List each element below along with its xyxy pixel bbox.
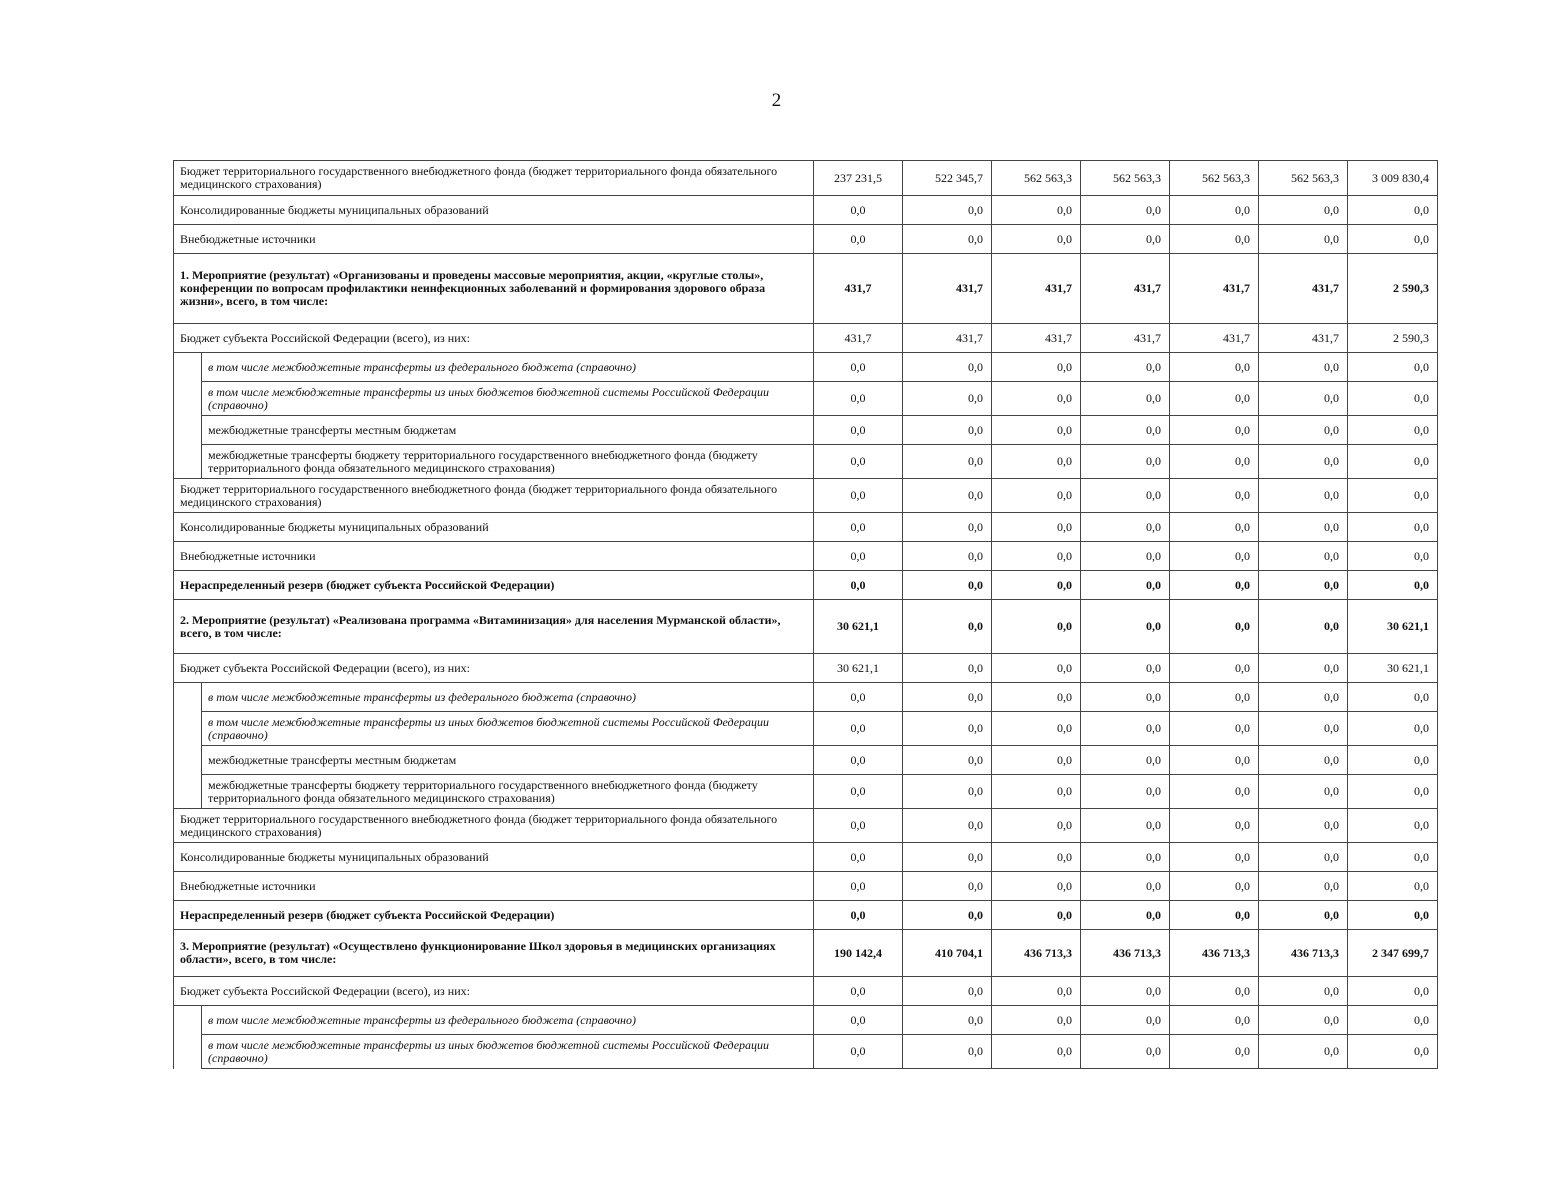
table-row [174, 746, 1438, 775]
value-cell-col3: 0,0 [992, 683, 1081, 712]
value-cell-total: 30 621,1 [1348, 654, 1438, 683]
value-cell-col5: 0,0 [1170, 809, 1259, 843]
value-cell-col2: 0,0 [903, 225, 992, 254]
value-cell-col2: 0,0 [903, 746, 992, 775]
row-label: межбюджетные трансферты бюджету территориального государственного внебюджетного фонда (бюджету территориального фонда обязательного медицинского страхования) [202, 445, 814, 479]
value-cell-col6: 0,0 [1259, 542, 1348, 571]
value-cell-col5: 0,0 [1170, 353, 1259, 382]
row-label: межбюджетные трансферты местным бюджетам [202, 416, 814, 445]
value-cell-col6: 0,0 [1259, 809, 1348, 843]
budget-table-body [174, 161, 1438, 1069]
row-label: Бюджет территориального государственного внебюджетного фонда (бюджет территориального фонда обязательного медицинского страхования) [174, 809, 814, 843]
value-cell-col6: 0,0 [1259, 225, 1348, 254]
value-cell-col4: 0,0 [1081, 1035, 1170, 1069]
table-row [174, 353, 1438, 382]
row-label: в том числе межбюджетные трансферты из иных бюджетов бюджетной системы Российской Федерации (справочно) [202, 712, 814, 746]
value-cell-col5: 0,0 [1170, 225, 1259, 254]
value-cell-total: 0,0 [1348, 901, 1438, 930]
value-cell-total: 0,0 [1348, 571, 1438, 600]
value-cell-col1: 0,0 [814, 746, 903, 775]
table-row [174, 254, 1438, 324]
value-cell-col6: 562 563,3 [1259, 161, 1348, 196]
value-cell-col2: 0,0 [903, 542, 992, 571]
value-cell-col4: 431,7 [1081, 324, 1170, 353]
value-cell-col4: 436 713,3 [1081, 930, 1170, 977]
value-cell-col2: 522 345,7 [903, 161, 992, 196]
value-cell-col4: 0,0 [1081, 445, 1170, 479]
value-cell-col5: 0,0 [1170, 600, 1259, 654]
value-cell-col6: 431,7 [1259, 324, 1348, 353]
table-row [174, 683, 1438, 712]
table-row [174, 843, 1438, 872]
table-row [174, 445, 1438, 479]
row-label: в том числе межбюджетные трансферты из иных бюджетов бюджетной системы Российской Федерации (справочно) [202, 382, 814, 416]
value-cell-col1: 0,0 [814, 683, 903, 712]
value-cell-col1: 0,0 [814, 712, 903, 746]
value-cell-col1: 0,0 [814, 872, 903, 901]
table-row [174, 416, 1438, 445]
value-cell-col2: 0,0 [903, 416, 992, 445]
table-row [174, 809, 1438, 843]
value-cell-col1: 0,0 [814, 353, 903, 382]
value-cell-col3: 0,0 [992, 479, 1081, 513]
indent-cell [174, 353, 202, 382]
row-label: Консолидированные бюджеты муниципальных образований [174, 513, 814, 542]
value-cell-col5: 0,0 [1170, 571, 1259, 600]
table-row [174, 161, 1438, 196]
value-cell-col1: 0,0 [814, 196, 903, 225]
value-cell-col3: 0,0 [992, 746, 1081, 775]
value-cell-total: 0,0 [1348, 479, 1438, 513]
value-cell-total: 0,0 [1348, 542, 1438, 571]
value-cell-col2: 0,0 [903, 712, 992, 746]
value-cell-col6: 0,0 [1259, 196, 1348, 225]
value-cell-total: 3 009 830,4 [1348, 161, 1438, 196]
row-label: в том числе межбюджетные трансферты из иных бюджетов бюджетной системы Российской Федерации (справочно) [202, 1035, 814, 1069]
value-cell-col2: 0,0 [903, 977, 992, 1006]
value-cell-col2: 0,0 [903, 196, 992, 225]
indent-cell [174, 382, 202, 416]
value-cell-col1: 0,0 [814, 416, 903, 445]
value-cell-col4: 0,0 [1081, 654, 1170, 683]
row-label: Консолидированные бюджеты муниципальных образований [174, 196, 814, 225]
value-cell-col6: 0,0 [1259, 872, 1348, 901]
row-label: Внебюджетные источники [174, 872, 814, 901]
value-cell-col2: 0,0 [903, 571, 992, 600]
value-cell-col5: 0,0 [1170, 542, 1259, 571]
value-cell-col2: 0,0 [903, 843, 992, 872]
value-cell-col2: 0,0 [903, 479, 992, 513]
row-label: 2. Мероприятие (результат) «Реализована программа «Витаминизация» для населения Мурманской области», всего, в том числе: [174, 600, 814, 654]
value-cell-col6: 0,0 [1259, 683, 1348, 712]
value-cell-col6: 0,0 [1259, 901, 1348, 930]
table-row [174, 977, 1438, 1006]
value-cell-col5: 0,0 [1170, 901, 1259, 930]
value-cell-col1: 0,0 [814, 479, 903, 513]
value-cell-total: 0,0 [1348, 196, 1438, 225]
row-label: 3. Мероприятие (результат) «Осуществлено функционирование Школ здоровья в медицинских организациях области», всего, в том числе: [174, 930, 814, 977]
value-cell-col2: 410 704,1 [903, 930, 992, 977]
value-cell-col2: 0,0 [903, 445, 992, 479]
value-cell-col5: 436 713,3 [1170, 930, 1259, 977]
table-row [174, 930, 1438, 977]
value-cell-col5: 0,0 [1170, 1006, 1259, 1035]
value-cell-col5: 0,0 [1170, 843, 1259, 872]
value-cell-col4: 0,0 [1081, 225, 1170, 254]
value-cell-col4: 562 563,3 [1081, 161, 1170, 196]
indent-cell [174, 712, 202, 746]
value-cell-col2: 0,0 [903, 901, 992, 930]
value-cell-col3: 0,0 [992, 571, 1081, 600]
value-cell-col2: 0,0 [903, 809, 992, 843]
value-cell-col2: 0,0 [903, 353, 992, 382]
value-cell-total: 0,0 [1348, 416, 1438, 445]
row-label: Бюджет субъекта Российской Федерации (всего), из них: [174, 977, 814, 1006]
value-cell-col4: 0,0 [1081, 196, 1170, 225]
indent-cell [174, 445, 202, 479]
value-cell-col3: 0,0 [992, 654, 1081, 683]
value-cell-col6: 0,0 [1259, 416, 1348, 445]
value-cell-col1: 0,0 [814, 571, 903, 600]
value-cell-col5: 0,0 [1170, 196, 1259, 225]
indent-cell [174, 775, 202, 809]
value-cell-col4: 0,0 [1081, 1006, 1170, 1035]
value-cell-col3: 0,0 [992, 775, 1081, 809]
indent-cell [174, 416, 202, 445]
value-cell-col4: 0,0 [1081, 977, 1170, 1006]
value-cell-col5: 431,7 [1170, 324, 1259, 353]
value-cell-col4: 431,7 [1081, 254, 1170, 324]
value-cell-col5: 0,0 [1170, 382, 1259, 416]
value-cell-total: 0,0 [1348, 683, 1438, 712]
value-cell-col3: 0,0 [992, 843, 1081, 872]
value-cell-col5: 0,0 [1170, 445, 1259, 479]
value-cell-col1: 0,0 [814, 977, 903, 1006]
value-cell-col1: 0,0 [814, 843, 903, 872]
value-cell-total: 0,0 [1348, 872, 1438, 901]
value-cell-total: 0,0 [1348, 225, 1438, 254]
table-row [174, 324, 1438, 353]
indent-cell [174, 1006, 202, 1035]
value-cell-col3: 0,0 [992, 901, 1081, 930]
value-cell-col3: 0,0 [992, 445, 1081, 479]
value-cell-col5: 0,0 [1170, 977, 1259, 1006]
value-cell-total: 2 590,3 [1348, 254, 1438, 324]
value-cell-col2: 0,0 [903, 1035, 992, 1069]
table-row [174, 571, 1438, 600]
table-row [174, 654, 1438, 683]
row-label: Нераспределенный резерв (бюджет субъекта Российской Федерации) [174, 901, 814, 930]
value-cell-col3: 0,0 [992, 416, 1081, 445]
value-cell-col6: 0,0 [1259, 843, 1348, 872]
value-cell-col6: 436 713,3 [1259, 930, 1348, 977]
value-cell-col2: 0,0 [903, 600, 992, 654]
value-cell-col4: 0,0 [1081, 571, 1170, 600]
value-cell-col4: 0,0 [1081, 382, 1170, 416]
table-row [174, 1006, 1438, 1035]
value-cell-col5: 562 563,3 [1170, 161, 1259, 196]
value-cell-col2: 0,0 [903, 683, 992, 712]
budget-table [173, 160, 1438, 1069]
value-cell-total: 0,0 [1348, 382, 1438, 416]
value-cell-total: 0,0 [1348, 809, 1438, 843]
table-row [174, 712, 1438, 746]
value-cell-total: 0,0 [1348, 712, 1438, 746]
value-cell-col1: 0,0 [814, 1006, 903, 1035]
row-label: в том числе межбюджетные трансферты из федерального бюджета (справочно) [202, 1006, 814, 1035]
value-cell-col6: 0,0 [1259, 775, 1348, 809]
value-cell-col6: 431,7 [1259, 254, 1348, 324]
value-cell-col2: 0,0 [903, 513, 992, 542]
value-cell-total: 0,0 [1348, 843, 1438, 872]
row-label: Нераспределенный резерв (бюджет субъекта Российской Федерации) [174, 571, 814, 600]
value-cell-col3: 0,0 [992, 809, 1081, 843]
value-cell-col4: 0,0 [1081, 843, 1170, 872]
value-cell-col6: 0,0 [1259, 1035, 1348, 1069]
value-cell-col5: 0,0 [1170, 1035, 1259, 1069]
row-label: Бюджет субъекта Российской Федерации (всего), из них: [174, 324, 814, 353]
row-label: Бюджет субъекта Российской Федерации (всего), из них: [174, 654, 814, 683]
value-cell-col6: 0,0 [1259, 353, 1348, 382]
value-cell-col4: 0,0 [1081, 809, 1170, 843]
value-cell-col5: 0,0 [1170, 775, 1259, 809]
row-label: Бюджет территориального государственного внебюджетного фонда (бюджет территориального фонда обязательного медицинского страхования) [174, 161, 814, 196]
value-cell-total: 2 590,3 [1348, 324, 1438, 353]
value-cell-total: 0,0 [1348, 977, 1438, 1006]
table-row [174, 225, 1438, 254]
value-cell-col6: 0,0 [1259, 445, 1348, 479]
value-cell-col5: 431,7 [1170, 254, 1259, 324]
value-cell-col2: 0,0 [903, 382, 992, 416]
value-cell-col5: 0,0 [1170, 683, 1259, 712]
value-cell-col1: 0,0 [814, 1035, 903, 1069]
value-cell-col4: 0,0 [1081, 746, 1170, 775]
value-cell-col4: 0,0 [1081, 683, 1170, 712]
indent-cell [174, 746, 202, 775]
value-cell-col4: 0,0 [1081, 872, 1170, 901]
value-cell-col3: 431,7 [992, 324, 1081, 353]
value-cell-col6: 0,0 [1259, 513, 1348, 542]
value-cell-col6: 0,0 [1259, 977, 1348, 1006]
value-cell-col5: 0,0 [1170, 479, 1259, 513]
value-cell-col4: 0,0 [1081, 479, 1170, 513]
table-row [174, 775, 1438, 809]
value-cell-col3: 0,0 [992, 872, 1081, 901]
value-cell-col2: 0,0 [903, 872, 992, 901]
value-cell-col6: 0,0 [1259, 382, 1348, 416]
table-row [174, 600, 1438, 654]
value-cell-col4: 0,0 [1081, 712, 1170, 746]
value-cell-col1: 30 621,1 [814, 654, 903, 683]
value-cell-col3: 562 563,3 [992, 161, 1081, 196]
value-cell-col3: 0,0 [992, 353, 1081, 382]
value-cell-total: 2 347 699,7 [1348, 930, 1438, 977]
table-row [174, 901, 1438, 930]
value-cell-col3: 0,0 [992, 542, 1081, 571]
value-cell-col1: 0,0 [814, 542, 903, 571]
value-cell-col1: 0,0 [814, 225, 903, 254]
value-cell-col2: 431,7 [903, 324, 992, 353]
value-cell-col5: 0,0 [1170, 654, 1259, 683]
value-cell-col1: 0,0 [814, 775, 903, 809]
value-cell-col6: 0,0 [1259, 654, 1348, 683]
value-cell-col3: 0,0 [992, 513, 1081, 542]
value-cell-total: 0,0 [1348, 513, 1438, 542]
row-label: Консолидированные бюджеты муниципальных образований [174, 843, 814, 872]
value-cell-total: 0,0 [1348, 775, 1438, 809]
value-cell-total: 0,0 [1348, 1035, 1438, 1069]
value-cell-total: 0,0 [1348, 746, 1438, 775]
value-cell-col6: 0,0 [1259, 571, 1348, 600]
value-cell-col6: 0,0 [1259, 1006, 1348, 1035]
value-cell-col4: 0,0 [1081, 353, 1170, 382]
value-cell-col1: 0,0 [814, 901, 903, 930]
indent-cell [174, 683, 202, 712]
row-label: Внебюджетные источники [174, 225, 814, 254]
value-cell-total: 0,0 [1348, 445, 1438, 479]
value-cell-col5: 0,0 [1170, 712, 1259, 746]
table-row [174, 382, 1438, 416]
table-row [174, 479, 1438, 513]
row-label: межбюджетные трансферты местным бюджетам [202, 746, 814, 775]
value-cell-col3: 0,0 [992, 1035, 1081, 1069]
value-cell-col1: 0,0 [814, 382, 903, 416]
value-cell-col6: 0,0 [1259, 600, 1348, 654]
value-cell-col3: 0,0 [992, 382, 1081, 416]
row-label: Бюджет территориального государственного внебюджетного фонда (бюджет территориального фонда обязательного медицинского страхования) [174, 479, 814, 513]
value-cell-col4: 0,0 [1081, 542, 1170, 571]
value-cell-col5: 0,0 [1170, 416, 1259, 445]
value-cell-col2: 0,0 [903, 775, 992, 809]
value-cell-col3: 0,0 [992, 977, 1081, 1006]
value-cell-col3: 0,0 [992, 600, 1081, 654]
value-cell-total: 0,0 [1348, 353, 1438, 382]
indent-cell [174, 1035, 202, 1069]
value-cell-col3: 431,7 [992, 254, 1081, 324]
table-row [174, 1035, 1438, 1069]
value-cell-total: 0,0 [1348, 1006, 1438, 1035]
value-cell-col2: 431,7 [903, 254, 992, 324]
value-cell-col3: 0,0 [992, 225, 1081, 254]
value-cell-col1: 431,7 [814, 324, 903, 353]
row-label: в том числе межбюджетные трансферты из федерального бюджета (справочно) [202, 353, 814, 382]
value-cell-col6: 0,0 [1259, 746, 1348, 775]
table-row [174, 872, 1438, 901]
value-cell-col4: 0,0 [1081, 775, 1170, 809]
value-cell-col3: 0,0 [992, 712, 1081, 746]
value-cell-col3: 0,0 [992, 1006, 1081, 1035]
value-cell-col6: 0,0 [1259, 479, 1348, 513]
value-cell-col4: 0,0 [1081, 416, 1170, 445]
value-cell-col4: 0,0 [1081, 513, 1170, 542]
value-cell-col2: 0,0 [903, 1006, 992, 1035]
value-cell-col3: 0,0 [992, 196, 1081, 225]
value-cell-col4: 0,0 [1081, 901, 1170, 930]
value-cell-col4: 0,0 [1081, 600, 1170, 654]
row-label: в том числе межбюджетные трансферты из федерального бюджета (справочно) [202, 683, 814, 712]
value-cell-col1: 30 621,1 [814, 600, 903, 654]
value-cell-total: 30 621,1 [1348, 600, 1438, 654]
value-cell-col6: 0,0 [1259, 712, 1348, 746]
value-cell-col1: 0,0 [814, 809, 903, 843]
value-cell-col1: 0,0 [814, 513, 903, 542]
row-label: 1. Мероприятие (результат) «Организованы и проведены массовые мероприятия, акции, «круглые столы», конференции по вопросам профилактики неинфекционных заболеваний и формирования здорового образа жизни», всего, в том числе: [174, 254, 814, 324]
value-cell-col5: 0,0 [1170, 746, 1259, 775]
table-row [174, 196, 1438, 225]
value-cell-col2: 0,0 [903, 654, 992, 683]
value-cell-col3: 436 713,3 [992, 930, 1081, 977]
row-label: Внебюджетные источники [174, 542, 814, 571]
value-cell-col1: 190 142,4 [814, 930, 903, 977]
value-cell-col5: 0,0 [1170, 872, 1259, 901]
row-label: межбюджетные трансферты бюджету территориального государственного внебюджетного фонда (бюджету территориального фонда обязательного медицинского страхования) [202, 775, 814, 809]
value-cell-col1: 431,7 [814, 254, 903, 324]
value-cell-col5: 0,0 [1170, 513, 1259, 542]
page-number: 2 [771, 90, 782, 111]
value-cell-col1: 0,0 [814, 445, 903, 479]
value-cell-col1: 237 231,5 [814, 161, 903, 196]
table-row [174, 542, 1438, 571]
table-row [174, 513, 1438, 542]
